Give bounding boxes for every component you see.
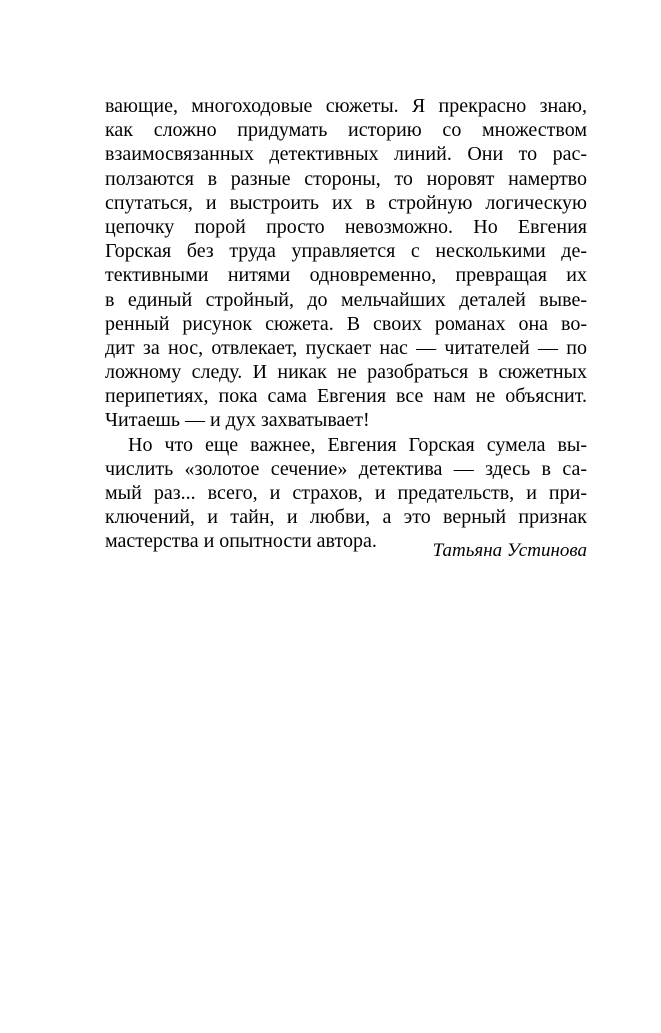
- author-signature: Татьяна Устинова: [432, 540, 587, 561]
- text-line: дит за нос, отвлекает, пускает нас — читателей — по: [105, 336, 587, 359]
- text-line: в единый стройный, до мельчайших деталей выве-: [105, 288, 587, 311]
- text-line: взаимосвязанных детективных линий. Они то рас-: [105, 143, 587, 166]
- paragraph-2: [105, 433, 587, 554]
- text-line: Читаешь — и дух захватывает!: [105, 409, 370, 432]
- body-text: [105, 94, 587, 554]
- text-line: как сложно придумать историю со множеством: [105, 119, 587, 142]
- text-line: ренный рисунок сюжета. В своих романах она во-: [105, 312, 587, 335]
- text-line: ложному следу. И никак не разобраться в сюжетных: [105, 361, 587, 384]
- text-line: ползаются в разные стороны, то норовят намертво: [105, 167, 587, 190]
- text-line: мый раз... всего, и страхов, и предательств, и при-: [105, 482, 587, 504]
- text-line: Но что еще важнее, Евгения Горская сумела вы-: [128, 433, 587, 456]
- text-line: перипетиях, пока сама Евгения все нам не объяснит.: [105, 385, 587, 408]
- text-line: числить «золотое сечение» детектива — здесь в са-: [105, 457, 587, 480]
- text-line: цепочку порой просто невозможно. Но Евгения: [105, 215, 587, 238]
- text-line: Горская без труда управляется с несколькими де-: [105, 240, 587, 263]
- text-line: вающие, многоходовые сюжеты. Я прекрасно знаю,: [105, 95, 587, 117]
- text-line: мастерства и опытности автора.: [105, 530, 377, 553]
- paragraph-1: [105, 94, 587, 433]
- text-line: тективными нитями одновременно, превращая их: [105, 264, 587, 287]
- text-line: спутаться, и выстроить их в стройную логическую: [105, 191, 587, 214]
- text-line: ключений, и тайн, и любви, а это верный признак: [105, 506, 587, 529]
